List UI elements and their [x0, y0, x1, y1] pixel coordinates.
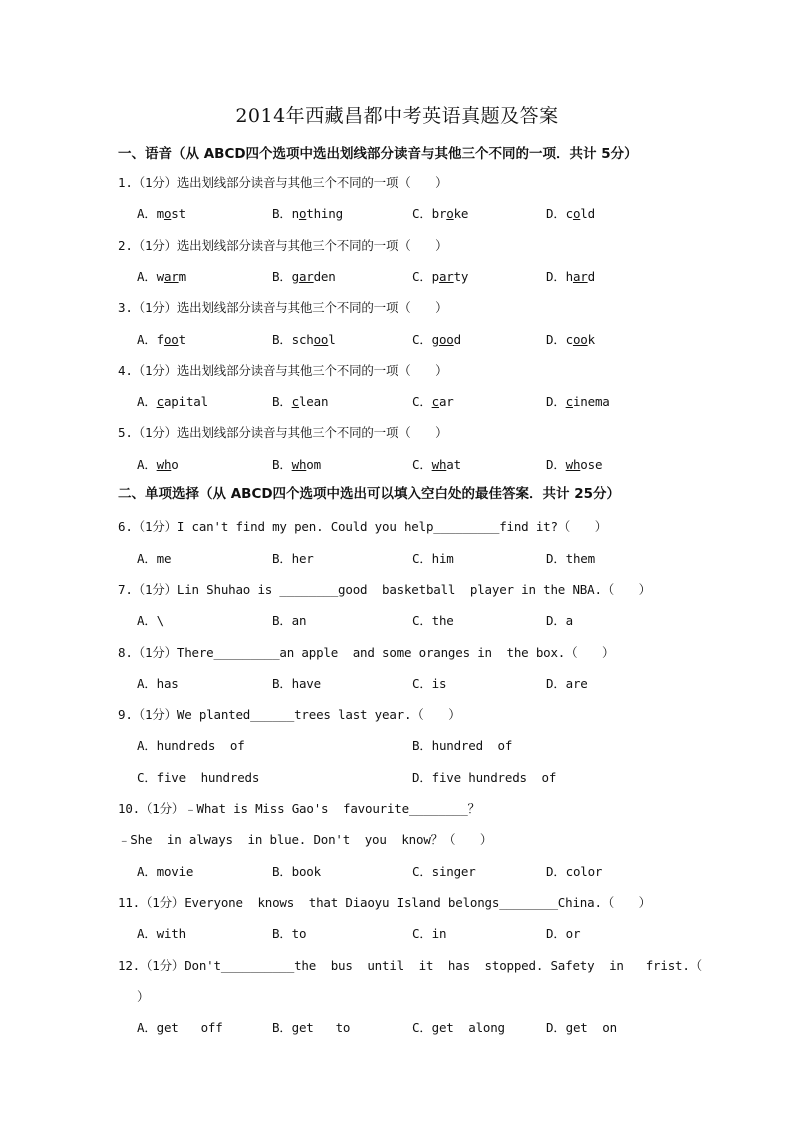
answer-option: B．to [272, 926, 307, 942]
answer-option: D．color [546, 863, 603, 879]
question-stem: 11.（1分）Everyone knows that Diaoyu Island belongs________China.（ ） [118, 894, 651, 910]
answer-option: A．most [137, 206, 186, 222]
answer-option: C．the [412, 613, 454, 629]
answer-option: A．get off [137, 1020, 223, 1036]
answer-option: D．cold [546, 206, 595, 222]
underlined-letters: o [446, 206, 454, 222]
answer-option: B．clean [272, 394, 329, 410]
underlined-letters: o [298, 206, 307, 222]
answer-option: A．hundreds of [137, 738, 245, 754]
answer-option: B．her [272, 550, 314, 566]
answer-option: B．school [272, 331, 336, 347]
answer-option: C．good [412, 331, 461, 347]
answer-option: D．a [546, 613, 573, 629]
underlined-letters: ar [438, 268, 454, 284]
question-stem: 4.（1分）选出划线部分读音与其他三个不同的一项（ ） [118, 362, 448, 378]
answer-option: D．cook [546, 331, 595, 347]
question-stem: 6.（1分）I can't find my pen. Could you help_________find it?（ ） [118, 519, 608, 535]
answer-option: C．what [412, 456, 461, 472]
answer-option: C．in [412, 926, 447, 942]
answer-option: B．book [272, 863, 321, 879]
answer-option: D．are [546, 675, 588, 691]
answer-option: D．get on [546, 1020, 617, 1036]
answer-option: D．cinema [546, 394, 610, 410]
answer-option: A．who [137, 456, 179, 472]
answer-option: D．hard [546, 268, 595, 284]
answer-option: B．have [272, 675, 321, 691]
underlined-letters: wh [291, 456, 307, 472]
underlined-letters: oo [163, 331, 179, 347]
question-stem: 2.（1分）选出划线部分读音与其他三个不同的一项（ ） [118, 237, 448, 253]
answer-option: A．\ [137, 613, 164, 629]
underlined-letters: wh [565, 456, 581, 472]
answer-option: B．whom [272, 456, 321, 472]
answer-option: B．garden [272, 268, 336, 284]
underlined-letters: wh [431, 456, 447, 472]
question-stem: 8.（1分）There_________an apple and some oranges in the box.（ ） [118, 644, 615, 660]
question-stem: 9.（1分）We planted______trees last year.（ ） [118, 707, 461, 723]
answer-option: D．whose [546, 456, 603, 472]
underlined-letters: ar [163, 268, 179, 284]
underlined-letters: c [156, 394, 164, 410]
answer-option: B．hundred of [412, 738, 513, 754]
question-stem: 12.（1分）Don't__________the bus until it has stopped. Safety in frist.（ [118, 957, 702, 973]
answer-option: C．party [412, 268, 469, 284]
answer-option: A．me [137, 550, 172, 566]
answer-option: D．or [546, 926, 581, 942]
answer-option: B．get to [272, 1020, 351, 1036]
underlined-letters: c [565, 394, 573, 410]
answer-option: B．an [272, 613, 307, 629]
section-title: 一、语音（从 ABCD四个选项中选出划线部分读音与其他三个不同的一项．共计 5分） [118, 146, 638, 162]
underlined-letters: oo [572, 331, 588, 347]
underlined-letters: c [431, 394, 439, 410]
underlined-letters: oo [438, 331, 454, 347]
question-stem: 10.（1分）﹣What is Miss Gao's favourite________？ [118, 801, 480, 816]
answer-option: C．is [412, 675, 447, 691]
question-stem: 3.（1分）选出划线部分读音与其他三个不同的一项（ ） [118, 300, 448, 316]
answer-option: D．them [546, 550, 595, 566]
answer-option: D．five hundreds of [412, 769, 557, 785]
answer-option: C．him [412, 550, 454, 566]
underlined-letters: oo [313, 331, 329, 347]
answer-option: A．foot [137, 331, 186, 347]
answer-option: A．with [137, 926, 186, 942]
answer-option: A．has [137, 675, 179, 691]
answer-option: A．movie [137, 863, 194, 879]
question-stem: 7.（1分）Lin Shuhao is ________good basketball player in the NBA.（ ） [118, 581, 651, 597]
question-stem: 5.（1分）选出划线部分读音与其他三个不同的一项（ ） [118, 425, 448, 441]
answer-option: A．warm [137, 268, 186, 284]
answer-option: C．get along [412, 1020, 505, 1036]
underlined-letters: c [291, 394, 299, 410]
underlined-letters: ar [572, 268, 588, 284]
page-title: 2014年西藏昌都中考英语真题及答案 [235, 105, 559, 127]
answer-option: C．broke [412, 206, 469, 222]
underlined-letters: o [163, 206, 172, 222]
section-title: 二、单项选择（从 ABCD四个选项中选出可以填入空白处的最佳答案．共计 25分） [118, 486, 621, 502]
underlined-letters: wh [156, 456, 172, 472]
question-stem: 1.（1分）选出划线部分读音与其他三个不同的一项（ ） [118, 175, 448, 190]
question-stem-continued: ） [137, 988, 150, 1004]
question-stem-continued: ﹣She in always in blue. Don't you know？（ ） [118, 832, 493, 848]
answer-option: C．five hundreds [137, 769, 260, 785]
underlined-letters: ar [298, 268, 314, 284]
answer-option: C．car [412, 394, 454, 410]
answer-option: B．nothing [272, 206, 343, 222]
underlined-letters: o [572, 206, 581, 222]
answer-option: C．singer [412, 863, 476, 879]
answer-option: A．capital [137, 394, 208, 410]
